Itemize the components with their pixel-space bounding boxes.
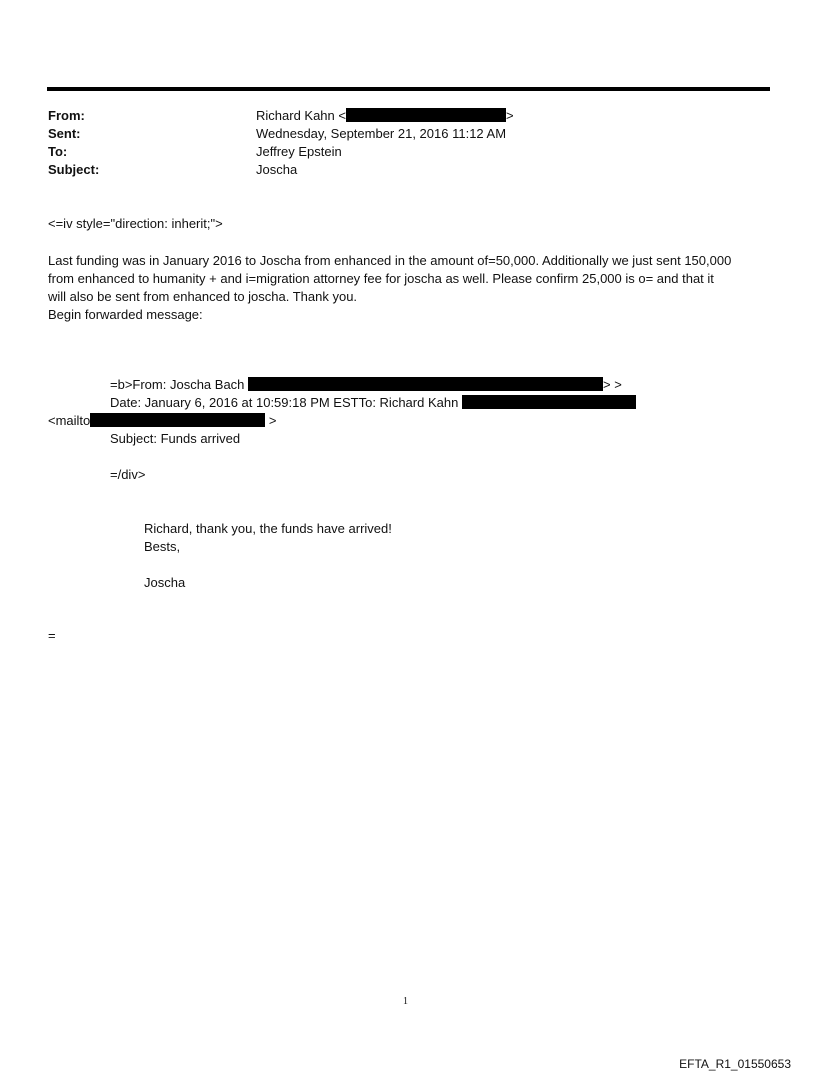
to-value: Jeffrey Epstein [256, 144, 342, 159]
redaction-bar [248, 377, 603, 391]
redaction-bar [346, 108, 506, 122]
forwarded-subject-line: Subject: Funds arrived [110, 431, 241, 446]
subject-value: Joscha [256, 162, 298, 177]
subject-label: Subject: [48, 162, 100, 177]
from-value: Richard Kahn < > [256, 108, 514, 123]
header-rule [47, 87, 770, 91]
reply-signature: Joscha [144, 575, 186, 590]
forward-intro: Begin forwarded message: [48, 307, 203, 322]
forwarded-date-line: Date: January 6, 2016 at 10:59:18 PM ESTTo: Richard Kahn [110, 394, 636, 412]
redaction-bar [462, 395, 636, 409]
body-line-3: will also be sent from enhanced to joscha. Thank you. [48, 289, 358, 304]
close-div-markup: =/div> [110, 467, 146, 482]
document-id: EFTA_R1_01550653 [679, 1057, 791, 1071]
body-line-2: from enhanced to humanity + and i=migration attorney fee for joscha as well. Please confirm 25,000 is o= and that it [48, 271, 714, 286]
from-label: From: [48, 108, 85, 123]
to-label: To: [48, 144, 68, 159]
sent-value: Wednesday, September 21, 2016 11:12 AM [256, 126, 507, 141]
forwarded-mailto-line: <mailto > [48, 413, 277, 428]
div-markup-line: <=iv style="direction: inherit;"> [48, 216, 223, 231]
body-line-1: Last funding was in January 2016 to Joscha from enhanced in the amount of=50,000. Additionally we just sent 150,000 [48, 253, 732, 268]
reply-line-1: Richard, thank you, the funds have arrived! [144, 521, 392, 536]
page-number: 1 [403, 996, 408, 1007]
trailing-equals: = [48, 628, 56, 643]
reply-line-2: Bests, [144, 539, 181, 554]
redaction-bar [90, 413, 265, 427]
forwarded-from-line: =b>From: Joscha Bach > > [110, 377, 622, 392]
sent-label: Sent: [48, 126, 81, 141]
